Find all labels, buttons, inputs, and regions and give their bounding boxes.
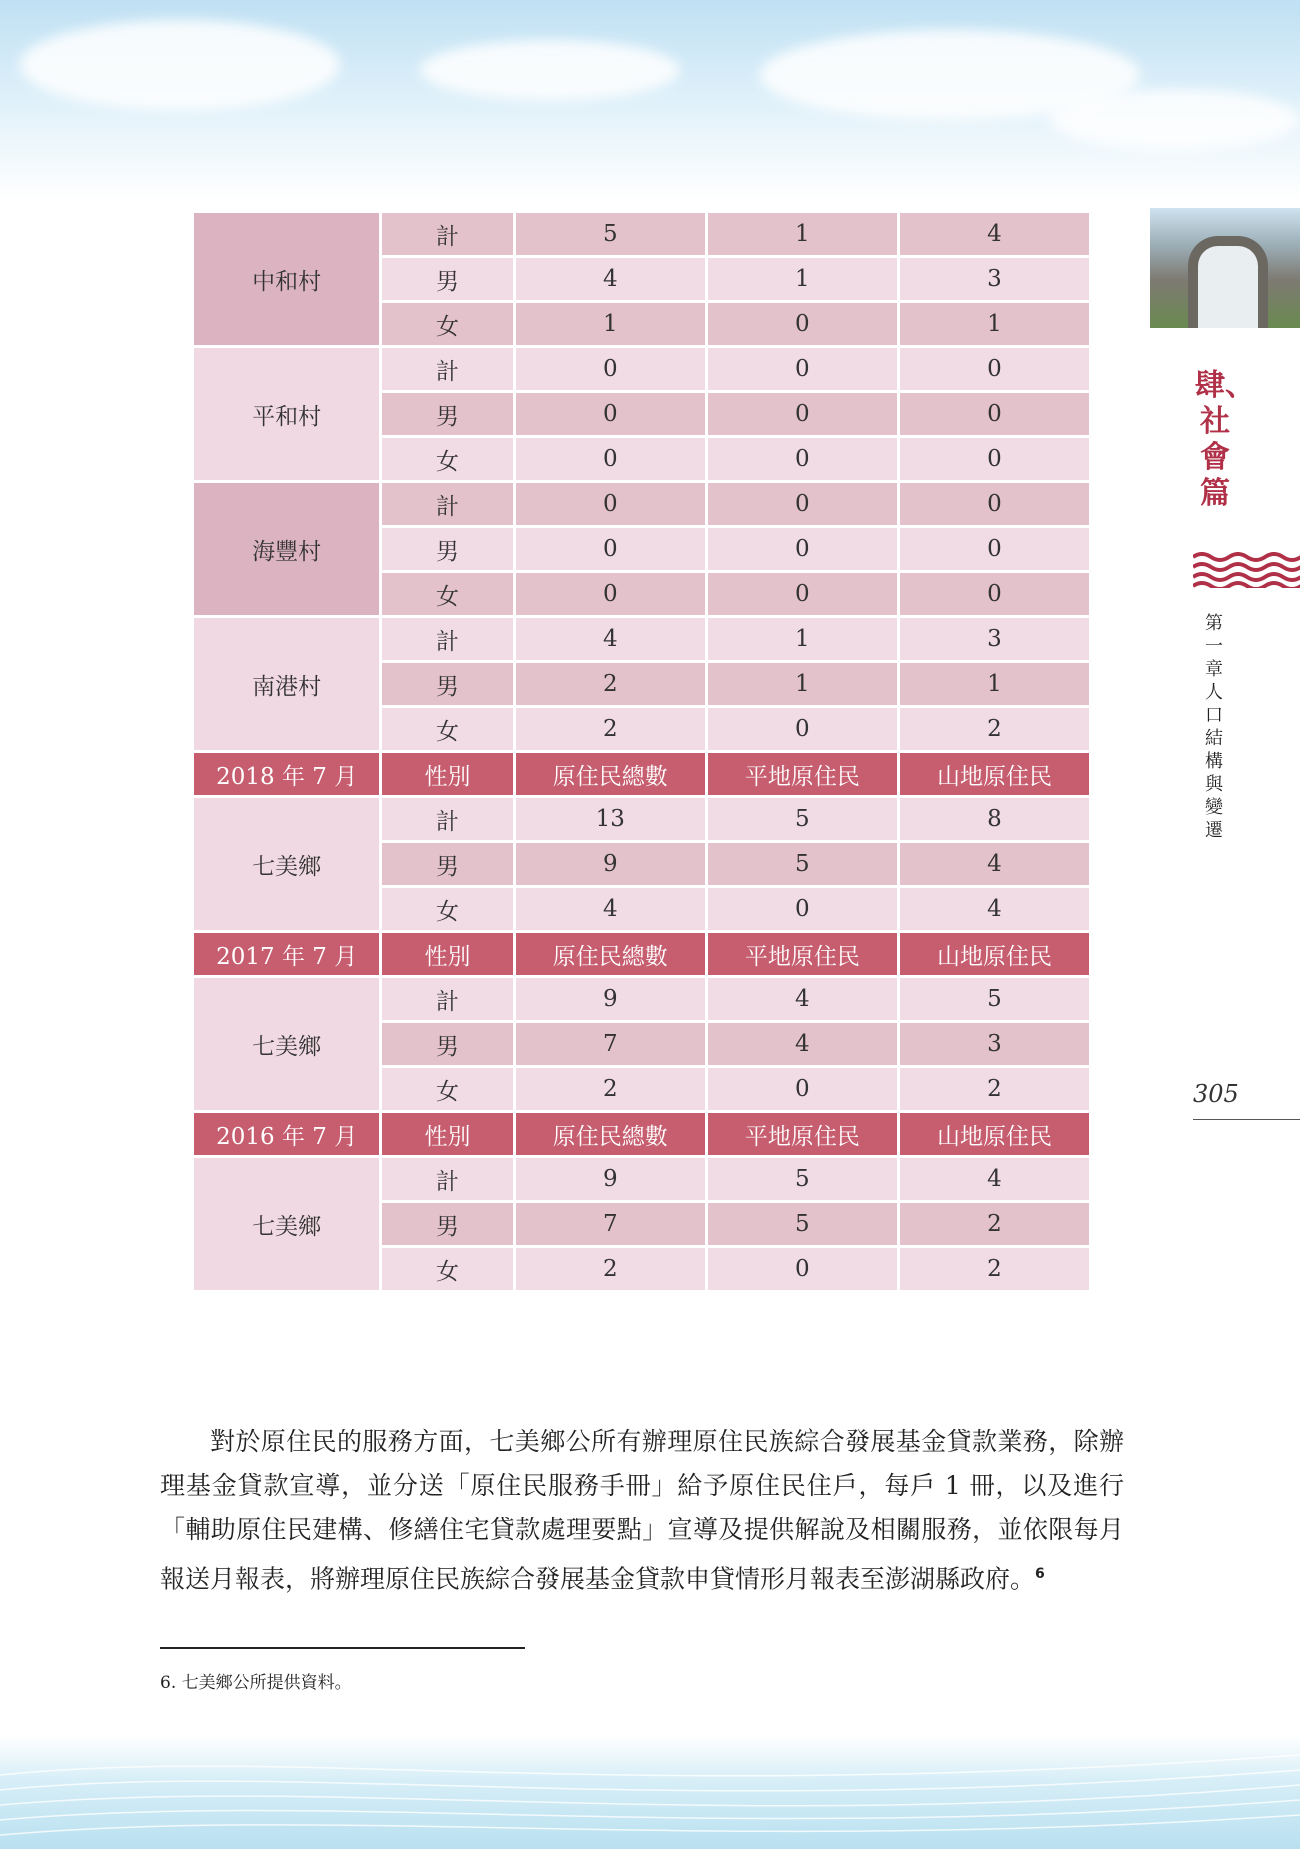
body-paragraph bbox=[160, 1420, 1124, 1601]
column-header: 山地原住民 bbox=[900, 933, 1089, 975]
sex-cell: 女 bbox=[382, 438, 512, 480]
count-cell: 1 bbox=[900, 303, 1089, 345]
village-cell: 七美鄉 bbox=[194, 978, 379, 1110]
table-row bbox=[194, 618, 1089, 660]
count-cell: 1 bbox=[516, 303, 705, 345]
count-cell: 9 bbox=[516, 978, 705, 1020]
count-cell: 4 bbox=[900, 1158, 1089, 1200]
village-cell: 海豐村 bbox=[194, 483, 379, 615]
count-cell: 1 bbox=[708, 258, 897, 300]
sex-cell: 女 bbox=[382, 708, 512, 750]
count-cell: 0 bbox=[708, 1248, 897, 1290]
count-cell: 0 bbox=[900, 573, 1089, 615]
sex-cell: 計 bbox=[382, 1158, 512, 1200]
table-header-row bbox=[194, 1113, 1089, 1155]
count-cell: 0 bbox=[708, 573, 897, 615]
count-cell: 7 bbox=[516, 1023, 705, 1065]
count-cell: 4 bbox=[516, 618, 705, 660]
sex-cell: 女 bbox=[382, 1248, 512, 1290]
village-cell: 七美鄉 bbox=[194, 1158, 379, 1290]
count-cell: 3 bbox=[900, 1023, 1089, 1065]
count-cell: 5 bbox=[708, 843, 897, 885]
count-cell: 0 bbox=[516, 438, 705, 480]
count-cell: 2 bbox=[900, 708, 1089, 750]
count-cell: 5 bbox=[708, 1203, 897, 1245]
count-cell: 0 bbox=[708, 1068, 897, 1110]
village-cell: 平和村 bbox=[194, 348, 379, 480]
count-cell: 1 bbox=[708, 618, 897, 660]
gate-photo bbox=[1150, 208, 1300, 328]
count-cell: 0 bbox=[900, 483, 1089, 525]
sex-cell: 計 bbox=[382, 618, 512, 660]
count-cell: 0 bbox=[516, 528, 705, 570]
count-cell: 0 bbox=[708, 483, 897, 525]
count-cell: 2 bbox=[516, 1248, 705, 1290]
footnote-divider bbox=[160, 1647, 525, 1649]
column-header: 原住民總數 bbox=[516, 753, 705, 795]
sex-cell: 男 bbox=[382, 1203, 512, 1245]
column-header: 原住民總數 bbox=[516, 1113, 705, 1155]
count-cell: 4 bbox=[516, 888, 705, 930]
sex-cell: 計 bbox=[382, 798, 512, 840]
count-cell: 0 bbox=[708, 393, 897, 435]
sea-banner bbox=[0, 1735, 1300, 1849]
sex-cell: 計 bbox=[382, 483, 512, 525]
table-row bbox=[194, 978, 1089, 1020]
table-row bbox=[194, 213, 1089, 255]
count-cell: 0 bbox=[708, 348, 897, 390]
sex-cell: 男 bbox=[382, 258, 512, 300]
sky-banner bbox=[0, 0, 1300, 200]
count-cell: 3 bbox=[900, 258, 1089, 300]
count-cell: 5 bbox=[516, 213, 705, 255]
count-cell: 0 bbox=[900, 393, 1089, 435]
count-cell: 2 bbox=[900, 1203, 1089, 1245]
count-cell: 2 bbox=[516, 708, 705, 750]
count-cell: 5 bbox=[708, 1158, 897, 1200]
count-cell: 0 bbox=[708, 528, 897, 570]
sex-cell: 男 bbox=[382, 528, 512, 570]
count-cell: 2 bbox=[900, 1248, 1089, 1290]
wave-ornament bbox=[1193, 552, 1300, 588]
count-cell: 2 bbox=[900, 1068, 1089, 1110]
sex-cell: 男 bbox=[382, 1023, 512, 1065]
count-cell: 2 bbox=[516, 663, 705, 705]
village-cell: 中和村 bbox=[194, 213, 379, 345]
count-cell: 9 bbox=[516, 1158, 705, 1200]
column-header: 山地原住民 bbox=[900, 753, 1089, 795]
count-cell: 9 bbox=[516, 843, 705, 885]
part-title: 肆、社會篇 bbox=[1195, 368, 1255, 511]
table-row bbox=[194, 348, 1089, 390]
column-header: 性別 bbox=[382, 753, 512, 795]
table-row bbox=[194, 483, 1089, 525]
sex-cell: 女 bbox=[382, 888, 512, 930]
count-cell: 1 bbox=[708, 663, 897, 705]
column-header: 性別 bbox=[382, 1113, 512, 1155]
column-header: 性別 bbox=[382, 933, 512, 975]
table-row bbox=[194, 798, 1089, 840]
count-cell: 0 bbox=[708, 888, 897, 930]
sex-cell: 女 bbox=[382, 303, 512, 345]
count-cell: 3 bbox=[900, 618, 1089, 660]
count-cell: 4 bbox=[516, 258, 705, 300]
count-cell: 7 bbox=[516, 1203, 705, 1245]
sex-cell: 男 bbox=[382, 843, 512, 885]
count-cell: 0 bbox=[708, 303, 897, 345]
period-header: 2016 年 7 月 bbox=[194, 1113, 379, 1155]
count-cell: 4 bbox=[900, 213, 1089, 255]
chapter-title: 第一章 人口結構與變遷 bbox=[1205, 613, 1223, 841]
count-cell: 1 bbox=[708, 213, 897, 255]
column-header: 山地原住民 bbox=[900, 1113, 1089, 1155]
count-cell: 4 bbox=[900, 843, 1089, 885]
aboriginal-population-table bbox=[191, 210, 1092, 1293]
sex-cell: 女 bbox=[382, 573, 512, 615]
column-header: 平地原住民 bbox=[708, 753, 897, 795]
column-header: 平地原住民 bbox=[708, 933, 897, 975]
sex-cell: 計 bbox=[382, 348, 512, 390]
footnote-ref[interactable]: 6 bbox=[1035, 1566, 1045, 1582]
sex-cell: 女 bbox=[382, 1068, 512, 1110]
count-cell: 4 bbox=[708, 978, 897, 1020]
count-cell: 5 bbox=[708, 798, 897, 840]
village-cell: 南港村 bbox=[194, 618, 379, 750]
column-header: 平地原住民 bbox=[708, 1113, 897, 1155]
count-cell: 0 bbox=[516, 483, 705, 525]
page-number-rule bbox=[1193, 1119, 1300, 1120]
table-header-row bbox=[194, 753, 1089, 795]
period-header: 2017 年 7 月 bbox=[194, 933, 379, 975]
count-cell: 0 bbox=[900, 348, 1089, 390]
count-cell: 4 bbox=[708, 1023, 897, 1065]
table-header-row bbox=[194, 933, 1089, 975]
count-cell: 0 bbox=[516, 348, 705, 390]
period-header: 2018 年 7 月 bbox=[194, 753, 379, 795]
footnote: 6. 七美鄉公所提供資料。 bbox=[160, 1673, 352, 1693]
count-cell: 0 bbox=[516, 393, 705, 435]
count-cell: 0 bbox=[900, 438, 1089, 480]
sex-cell: 計 bbox=[382, 978, 512, 1020]
body-text: 對於原住民的服務方面，七美鄉公所有辦理原住民族綜合發展基金貸款業務，除辦理基金貸款宣導，並分送「原住民服務手冊」給予原住民住戶，每戶 1 冊，以及進行「輔助原住民建構、修繕住宅貸款處理要點」宣導及提供解說及相關服務，並依限每月報送月報表，將辦理原住民族綜合發展基金貸款申貸情形月報表至澎湖縣政府。 bbox=[160, 1427, 1124, 1594]
count-cell: 5 bbox=[900, 978, 1089, 1020]
count-cell: 0 bbox=[708, 438, 897, 480]
village-cell: 七美鄉 bbox=[194, 798, 379, 930]
count-cell: 0 bbox=[900, 528, 1089, 570]
table-row bbox=[194, 1158, 1089, 1200]
page-number: 305 bbox=[1193, 1080, 1239, 1108]
count-cell: 2 bbox=[516, 1068, 705, 1110]
column-header: 原住民總數 bbox=[516, 933, 705, 975]
count-cell: 4 bbox=[900, 888, 1089, 930]
sex-cell: 男 bbox=[382, 663, 512, 705]
count-cell: 1 bbox=[900, 663, 1089, 705]
count-cell: 0 bbox=[516, 573, 705, 615]
count-cell: 0 bbox=[708, 708, 897, 750]
count-cell: 8 bbox=[900, 798, 1089, 840]
count-cell: 13 bbox=[516, 798, 705, 840]
sex-cell: 男 bbox=[382, 393, 512, 435]
sex-cell: 計 bbox=[382, 213, 512, 255]
